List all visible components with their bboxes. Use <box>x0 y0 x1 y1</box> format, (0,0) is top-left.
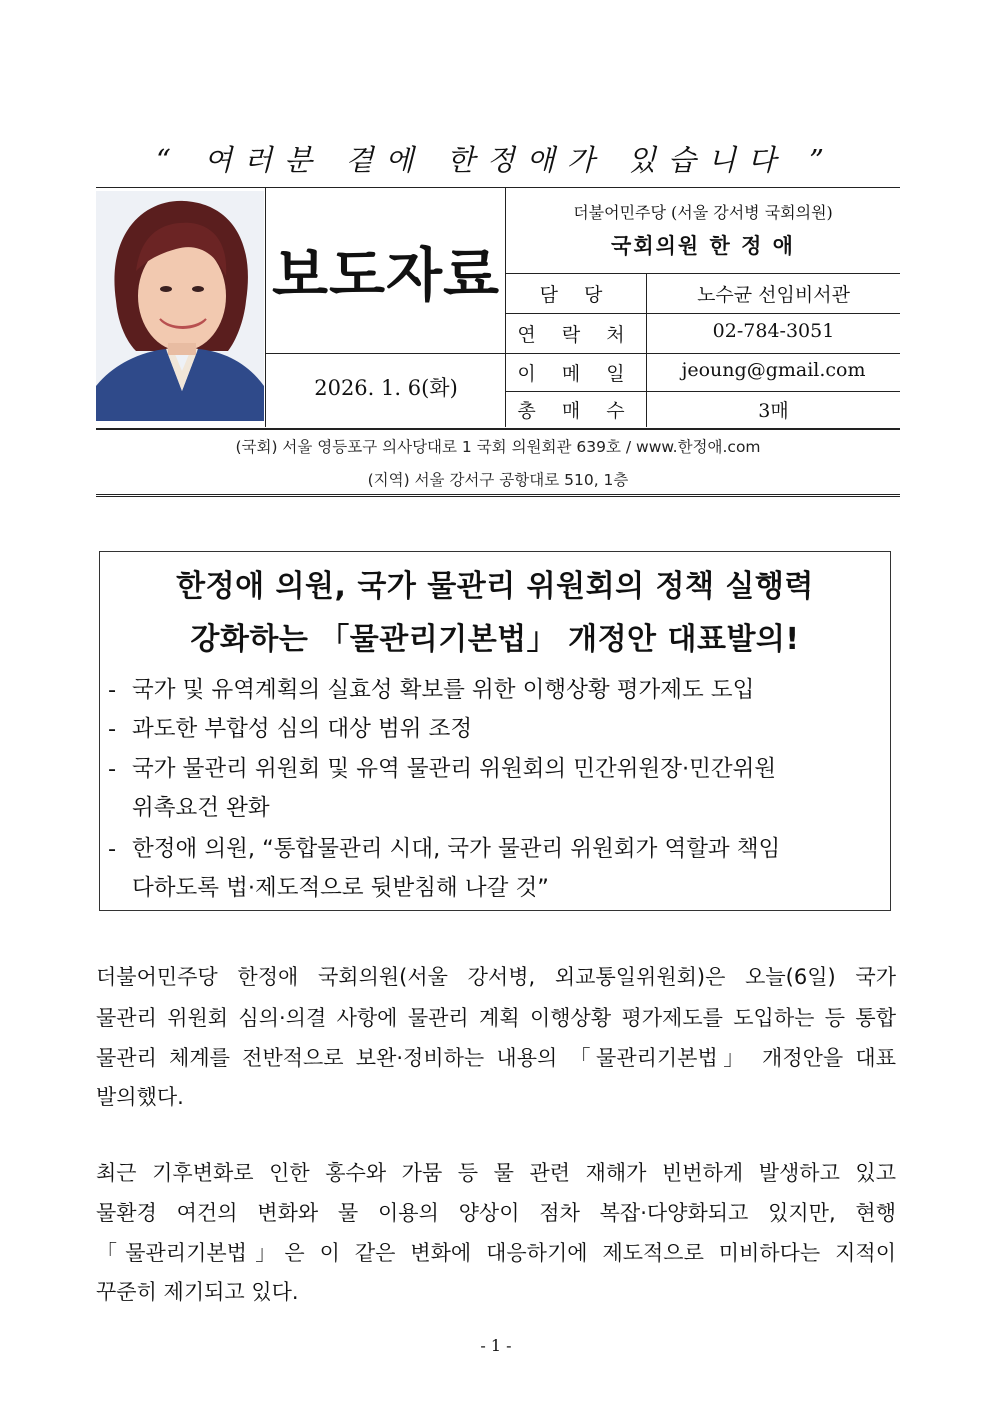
bullet-3 <box>108 751 884 783</box>
header-double-rule <box>96 429 900 430</box>
release-date: 2026. 1. 6(화) <box>314 376 458 400</box>
party-affiliation: 더불어민주당 (서울 강서병 국회의원) <box>573 203 833 222</box>
body-paragraph-1-line-2: 물관리 위원회 심의·의결 사항에 물관리 계획 이행상황 평가제도를 도입하는 등 통합 <box>96 1006 896 1030</box>
slogan: “ 여러분 곁에 한정애가 있습니다 ” <box>156 143 836 177</box>
address-rule <box>96 494 900 495</box>
divider-row-3 <box>506 353 900 354</box>
portrait-image <box>96 191 264 421</box>
portrait-photo <box>96 191 264 421</box>
body-paragraph-2-line-1: 최근 기후변화로 인한 홍수와 가뭄 등 물 관련 재해가 빈번하게 발생하고 있고 <box>96 1161 896 1185</box>
contact-label-email: 이 메 일 <box>517 363 635 385</box>
divider-date <box>266 353 505 354</box>
contact-value-phone: 02-784-3051 <box>712 320 835 342</box>
bullet-4-continued: 다하도록 법·제도적으로 뒷받침해 나갈 것” <box>132 875 549 901</box>
divider-row-4 <box>506 391 900 392</box>
body-paragraph-2-line-3: 「물관리기본법」은 이 같은 변화에 대응하기에 제도적으로 미비하다는 지적이 <box>96 1241 896 1265</box>
contact-value-manager: 노수균 선임비서관 <box>697 284 850 306</box>
divider-row-2 <box>506 313 900 314</box>
divider-photo <box>265 187 266 427</box>
bullet-text: 국가 및 유역계획의 실효성 확보를 위한 이행상황 평가제도 도입 <box>132 677 755 703</box>
contact-label-phone: 연 락 처 <box>517 324 635 346</box>
contact-label-pages: 총 매 수 <box>517 400 635 422</box>
address-rule-double <box>96 496 900 497</box>
contact-value-pages: 3매 <box>758 400 789 422</box>
contact-label-manager: 담 당 <box>539 284 613 306</box>
body-paragraph-2-line-2: 물환경 여건의 변화와 물 이용의 양상이 점차 복잡·다양화되고 있지만, 현행 <box>96 1201 896 1225</box>
mp-name: 국회의원 한 정 애 <box>611 233 795 258</box>
contact-value-email[interactable]: jeoung@gmail.com <box>681 359 866 381</box>
bullet-dash: - <box>108 836 117 862</box>
bullet-3-continued: 위촉요건 완화 <box>132 795 270 821</box>
body-paragraph-1-line-4: 발의했다. <box>96 1085 184 1109</box>
bullet-dash: - <box>108 716 117 742</box>
bullet-text: 국가 물관리 위원회 및 유역 물관리 위원회의 민간위원장·민간위원 <box>132 756 777 782</box>
headline-title-line-1: 한정애 의원, 국가 물관리 위원회의 정책 실행력 <box>176 569 814 604</box>
bullet-text: 과도한 부합성 심의 대상 범위 조정 <box>132 716 473 742</box>
page-number: - 1 - <box>480 1336 512 1355</box>
bullet-dash: - <box>108 677 117 703</box>
bullet-dash: - <box>108 756 117 782</box>
address-assembly: (국회) 서울 영등포구 의사당대로 1 국회 의원회관 639호 / www.한정애.com <box>235 438 761 456</box>
press-release-title: 보도자료 <box>271 241 501 309</box>
bullet-4 <box>108 831 884 863</box>
bullet-2 <box>108 711 884 743</box>
headline-title-line-2: 강화하는 「물관리기본법」 개정안 대표발의! <box>190 622 800 657</box>
address-local: (지역) 서울 강서구 공항대로 510, 1층 <box>367 471 629 489</box>
body-paragraph-2-line-4: 꾸준히 제기되고 있다. <box>96 1280 299 1304</box>
divider-row-1 <box>506 273 900 274</box>
bullet-text: 한정애 의원, “통합물관리 시대, 국가 물관리 위원회가 역할과 책임 <box>132 836 781 862</box>
body-paragraph-1-line-1: 더불어민주당 한정애 국회의원(서울 강서병, 외교통일위원회)은 오늘(6일) 국가 <box>96 965 896 989</box>
body-paragraph-1-line-3: 물관리 체계를 전반적으로 보완·정비하는 내용의 「물관리기본법」 개정안을 대표 <box>96 1046 896 1070</box>
bullet-1 <box>108 672 884 704</box>
